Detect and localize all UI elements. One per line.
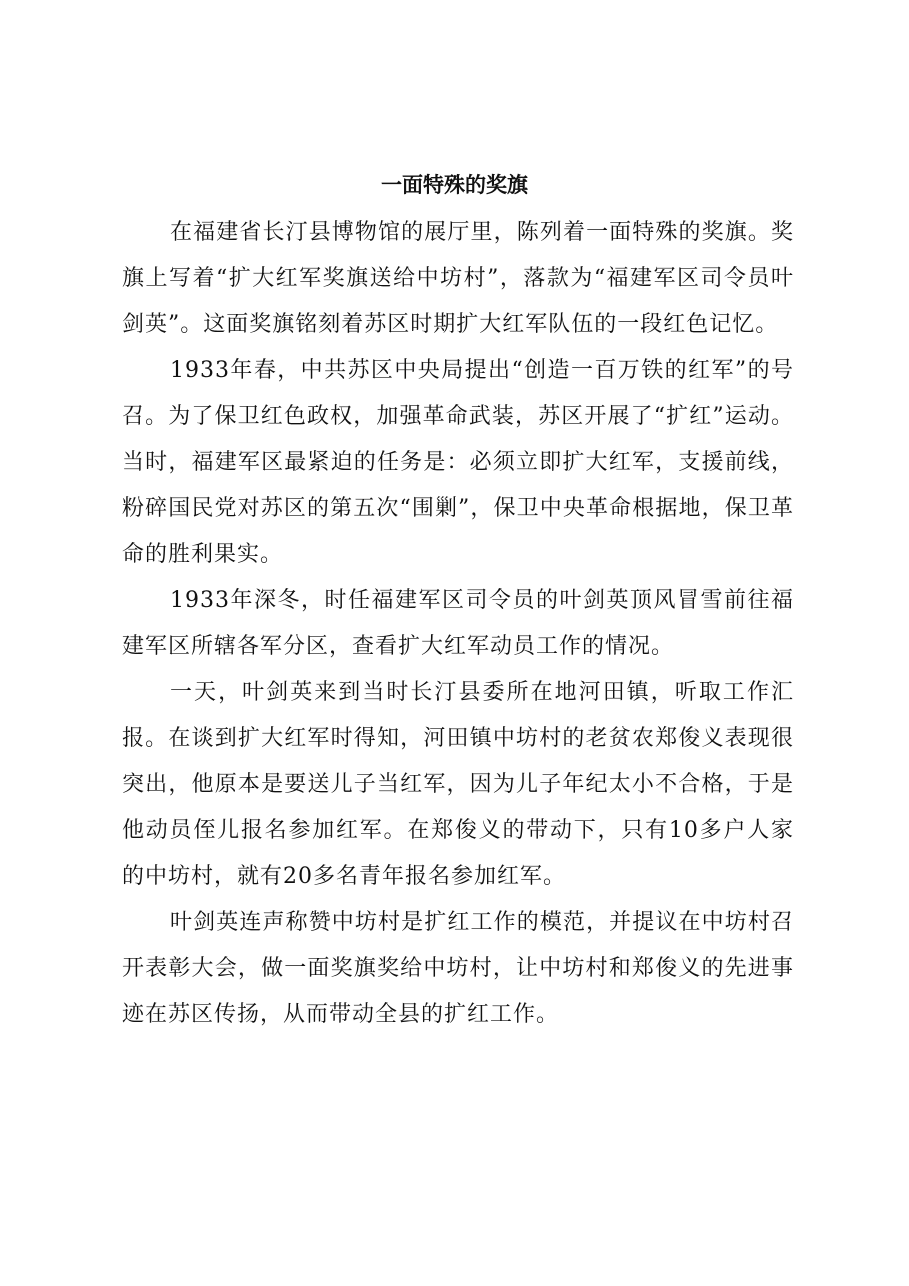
- paragraph-3: 1933年深冬，时任福建军区司令员的叶剑英顶风冒雪前往福建军区所辖各军分区，查看扩大红军动员工作的情况。: [122, 588, 794, 659]
- document-title: 一面特殊的奖旗: [381, 172, 528, 197]
- paragraph-2: 1933年春，中共苏区中央局提出“创造一百万铁的红军”的号召。为了保卫红色政权，加强革命武装，苏区开展了“扩红”运动。当时，福建军区最紧迫的任务是：必须立即扩大红军，支援前线，粉碎国民党对苏区的第五次“围剿”，保卫中央革命根据地，保卫革命的胜利果实。: [122, 358, 794, 567]
- paragraph-4: 一天，叶剑英来到当时长汀县委所在地河田镇，听取工作汇报。在谈到扩大红军时得知，河田镇中坊村的老贫农郑俊义表现很突出，他原本是要送儿子当红军，因为儿子年纪太小不合格，于是他动员侄儿报名参加红军。在郑俊义的带动下，只有10多户人家的中坊村，就有20多名青年报名参加红军。: [122, 680, 794, 889]
- paragraph-1: 在福建省长汀县博物馆的展厅里，陈列着一面特殊的奖旗。奖旗上写着“扩大红军奖旗送给中坊村”，落款为“福建军区司令员叶剑英”。这面奖旗铭刻着苏区时期扩大红军队伍的一段红色记忆。: [122, 220, 794, 337]
- document-body: [122, 210, 794, 1038]
- paragraph-5: 叶剑英连声称赞中坊村是扩红工作的模范，并提议在中坊村召开表彰大会，做一面奖旗奖给中坊村，让中坊村和郑俊义的先进事迹在苏区传扬，从而带动全县的扩红工作。: [122, 910, 794, 1027]
